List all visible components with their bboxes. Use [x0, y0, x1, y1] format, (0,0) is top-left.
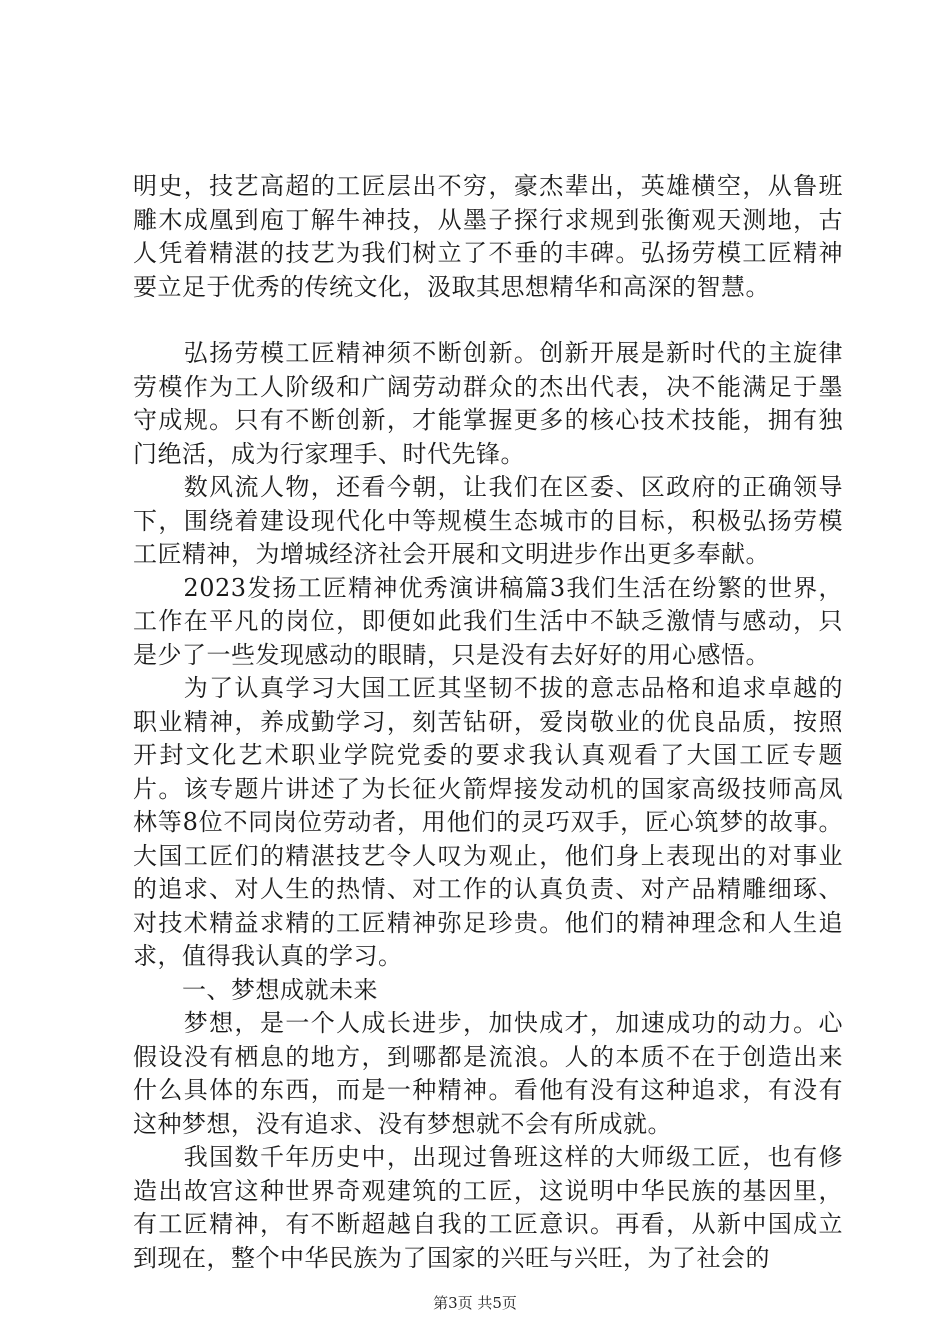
paragraph-dream: 梦想，是一个人成长进步，加快成才，加速成功的动力。心假设没有栖息的地方，到哪都是流浪。人的本质不在于创造出来什么具体的东西，而是一种精神。看他有没有这种追求，有没有这种梦想，没有追求、没有梦想就不会有所成就。 [133, 1009, 843, 1138]
paragraph-innovation: 弘扬劳模工匠精神须不断创新。创新开展是新时代的主旋律劳模作为工人阶级和广阔劳动群众的杰出代表，决不能满足于墨守成规。只有不断创新，才能掌握更多的核心技术技能，拥有独门绝活，成为行家理手、时代先锋。 [133, 339, 843, 468]
paragraph-leadership: 数风流人物，还看今朝，让我们在区委、区政府的正确领导下，围绕着建设现代化中等规模生态城市的目标，积极弘扬劳模工匠精神，为增城经济社会开展和文明进步作出更多奉献。 [133, 473, 843, 568]
document-body [133, 170, 843, 1275]
paragraph-speech-3-intro: 2023发扬工匠精神优秀演讲稿篇3我们生活在纷繁的世界，工作在平凡的岗位，即便如此我们生活中不缺乏激情与感动，只是少了一些发现感动的眼睛，只是没有去好好的用心感悟。 [133, 573, 843, 669]
page-number-footer: 第3页 共5页 [433, 1294, 517, 1312]
paragraph-gap [133, 304, 843, 337]
paragraph-history: 我国数千年历史中，出现过鲁班这样的大师级工匠，也有修造出故宫这种世界奇观建筑的工匠，这说明中华民族的基因里，有工匠精神，有不断超越自我的工匠意识。再看，从新中国成立到现在，整个中华民族为了国家的兴旺与兴旺，为了社会的 [133, 1143, 843, 1272]
section-heading-dream: 一、梦想成就未来 [133, 975, 378, 1004]
paragraph-heritage: 明史，技艺高超的工匠层出不穷，豪杰辈出，英雄横空，从鲁班雕木成凰到庖丁解牛神技，从墨子探行求规到张衡观天测地，古人凭着精湛的技艺为我们树立了不垂的丰碑。弘扬劳模工匠精神要立足于优秀的传统文化，汲取其思想精华和高深的智慧。 [133, 172, 843, 301]
paragraph-great-craftsman: 为了认真学习大国工匠其坚韧不拔的意志品格和追求卓越的职业精神，养成勤学习，刻苦钻研，爱岗敬业的优良品质，按照开封文化艺术职业学院党委的要求我认真观看了大国工匠专题片。该专题片讲述了为长征火箭焊接发动机的国家高级技师高凤林等8位不同岗位劳动者，用他们的灵巧双手，匠心筑梦的故事。大国工匠们的精湛技艺令人叹为观止，他们身上表现出的对事业的追求、对人生的热情、对工作的认真负责、对产品精雕细琢、对技术精益求精的工匠精神弥足珍贵。他们的精神理念和人生追求，值得我认真的学习。 [133, 674, 843, 970]
